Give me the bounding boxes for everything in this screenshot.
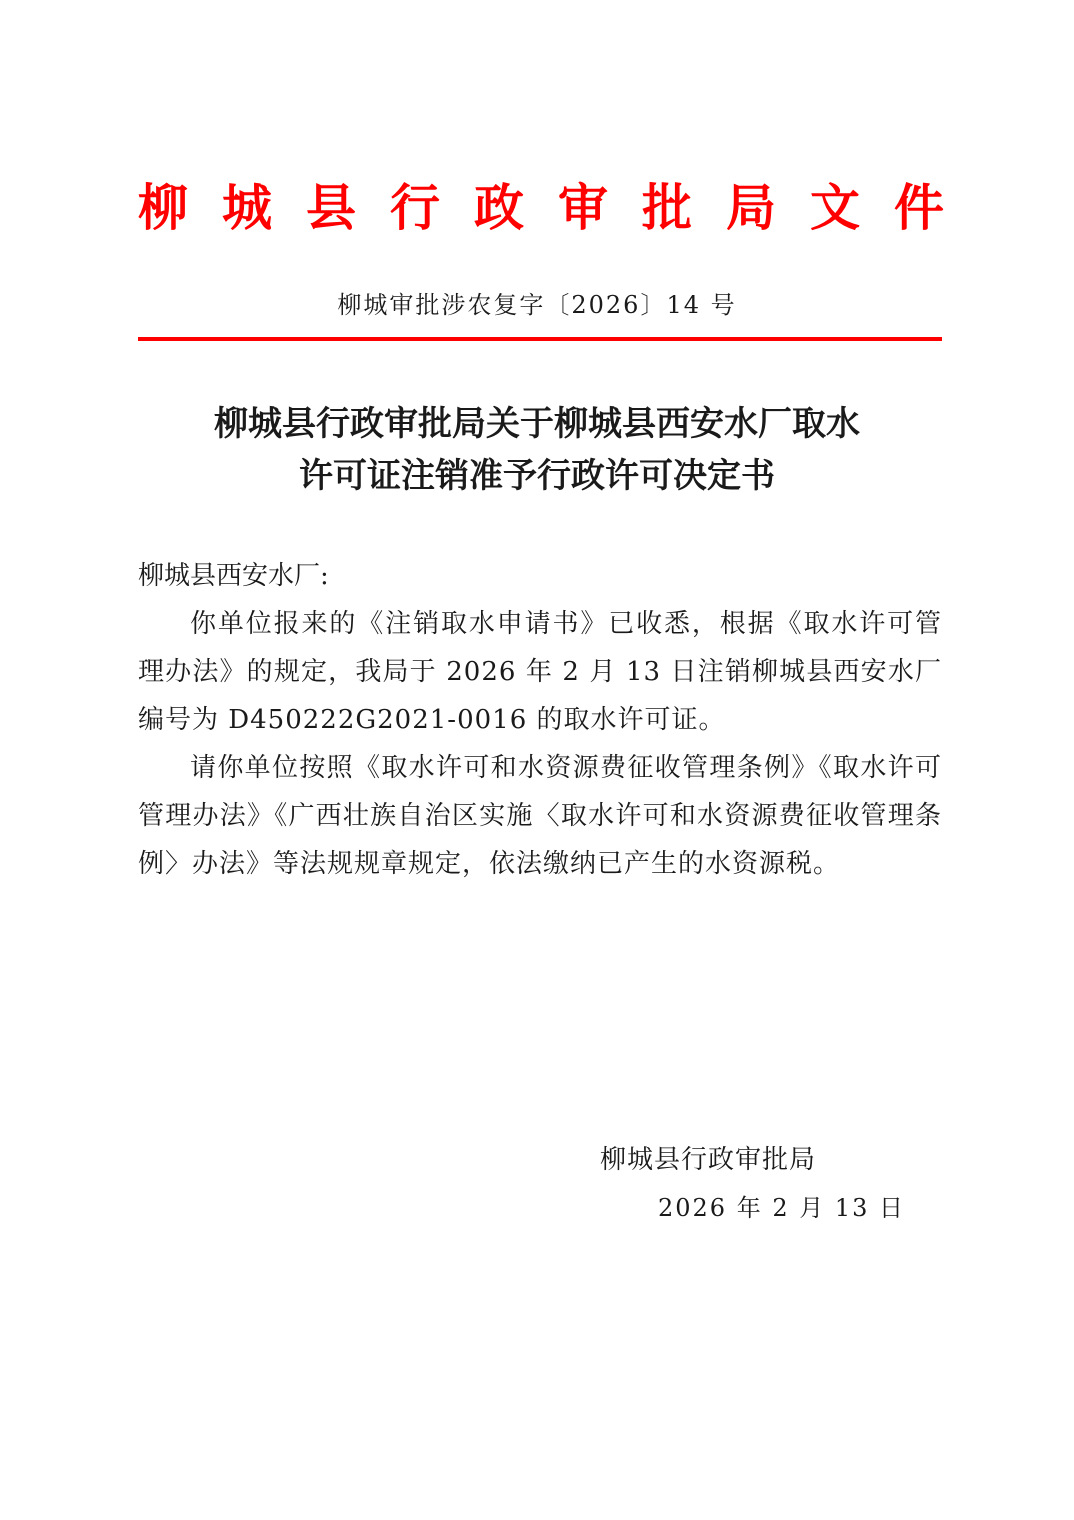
header-char: 局 bbox=[726, 178, 776, 237]
issuer-header-title bbox=[138, 178, 944, 238]
header-char: 文 bbox=[810, 178, 860, 237]
document-number: 柳城审批涉农复字〔2026〕14 号 bbox=[337, 291, 737, 319]
document-title bbox=[0, 398, 1074, 502]
document-body bbox=[138, 552, 942, 888]
header-char: 批 bbox=[642, 178, 692, 237]
header-char: 城 bbox=[222, 178, 272, 237]
body-paragraph: 你单位报来的《注销取水申请书》已收悉，根据《取水许可管理办法》的规定，我局于 2026 年 2 月 13 日注销柳城县西安水厂编号为 D450222G2021-0016 的取水许可证。 bbox=[138, 609, 942, 735]
header-char: 审 bbox=[558, 178, 608, 237]
salutation: 柳城县西安水厂: bbox=[138, 561, 329, 591]
document-title-line: 许可证注销准予行政许可决定书 bbox=[299, 456, 775, 496]
signature-date: 2026 年 2 月 13 日 bbox=[658, 1194, 906, 1222]
red-separator-line bbox=[138, 337, 942, 341]
document-title-line: 柳城县行政审批局关于柳城县西安水厂取水 bbox=[214, 404, 860, 444]
header-char: 县 bbox=[306, 178, 356, 237]
header-char: 行 bbox=[390, 178, 440, 237]
signature-issuer: 柳城县行政审批局 bbox=[600, 1145, 817, 1175]
header-char: 柳 bbox=[138, 178, 188, 237]
header-char: 政 bbox=[474, 178, 524, 237]
header-char: 件 bbox=[894, 178, 944, 237]
body-paragraph: 请你单位按照《取水许可和水资源费征收管理条例》《取水许可管理办法》《广西壮族自治区实施〈取水许可和水资源费征收管理条例〉办法》等法规规章规定，依法缴纳已产生的水资源税。 bbox=[138, 753, 942, 879]
